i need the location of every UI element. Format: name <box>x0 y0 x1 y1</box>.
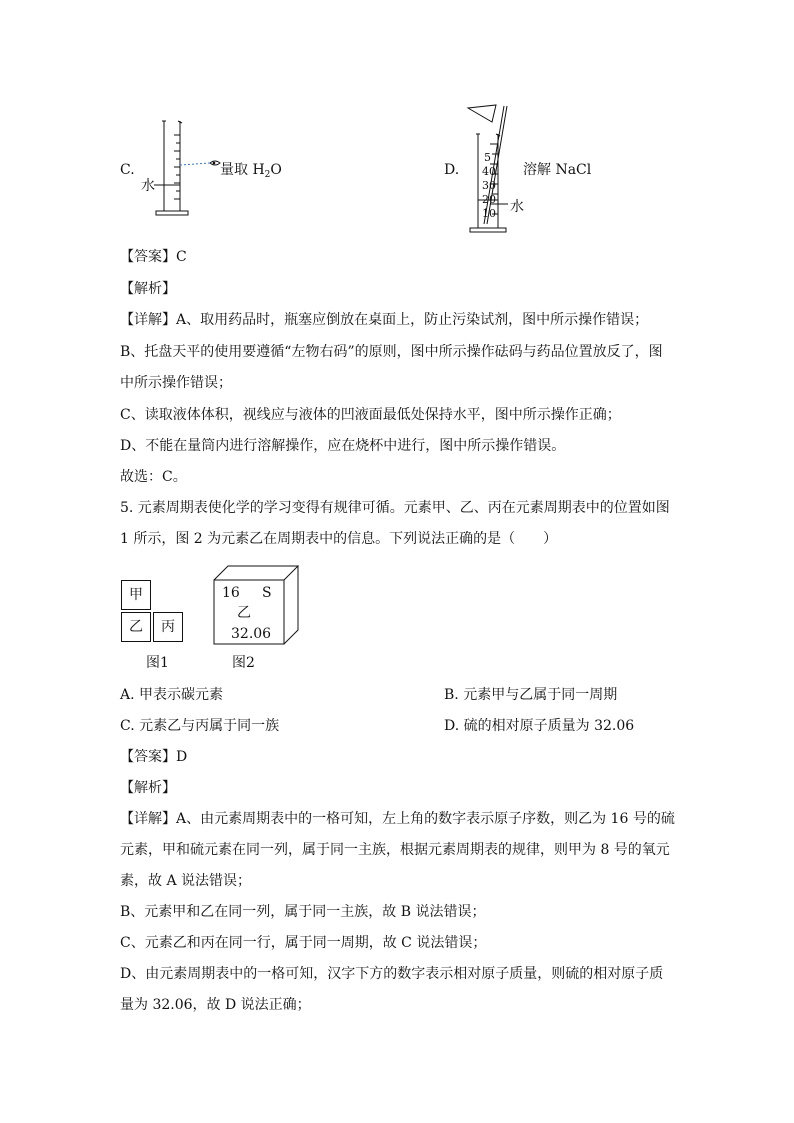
q5-detail-c: C、元素乙和丙在同一行，属于同一周期，故 C 说法错误； <box>120 935 487 951</box>
scale-mark-40: 40 <box>482 165 496 178</box>
cylinder-dissolving-figure <box>460 100 520 240</box>
fig2-element-name: 乙 <box>237 605 251 621</box>
fig2-atomic-number: 16 <box>222 585 240 601</box>
scale-mark-20: 20 <box>482 193 496 206</box>
q5-detail-b: B、元素甲和乙在同一列，属于同一主族，故 B 说法错误； <box>120 904 486 920</box>
fig1-caption: 图1 <box>146 655 169 671</box>
q4-analysis-heading: 【解析】 <box>120 281 176 297</box>
q5-option-c: C. 元素乙与丙属于同一族 <box>120 718 280 734</box>
q4-detail-a: 【详解】A、取用药品时，瓶塞应倒放在桌面上，防止污染试剂，图中所示操作错误； <box>120 312 649 328</box>
q5-detail-line2: 元素，甲和硫元素在同一列，属于同一主族，根据元素周期表的规律，则甲为 8 号的氧元 <box>120 842 670 858</box>
dissolve-nacl-label: 溶解 NaCl <box>523 162 592 178</box>
measure-water-label: 量取 $H_2O$ <box>220 162 282 180</box>
q5-detail-d-line1: D、由元素周期表中的一格可知，汉字下方的数字表示相对原子质量，则硫的相对原子质 <box>120 966 664 982</box>
fig2-caption: 图2 <box>232 655 255 671</box>
scale-mark-30: 30 <box>482 179 496 192</box>
fig1-cell-yi: 乙 <box>121 612 151 642</box>
q5-option-d: D. 硫的相对原子质量为 32.06 <box>444 718 635 734</box>
fig1-cell-jia: 甲 <box>121 580 151 610</box>
q4-detail-b-line2: 中所示操作错误； <box>120 375 232 391</box>
q4-detail-c: C、读取液体体积，视线应与液体的凹液面最低处保持水平，图中所示操作正确； <box>120 407 621 423</box>
scale-mark-10: 10 <box>482 207 496 220</box>
q4-answer: 【答案】C <box>120 249 187 265</box>
fig2-element-symbol: S <box>262 585 272 601</box>
cylinder-d-water-label: 水 <box>510 199 524 215</box>
q4-detail-d: D、不能在量筒内进行溶解操作，应在烧杯中进行，图中所示操作错误。 <box>120 438 566 454</box>
q5-detail-line1: 【详解】A、由元素周期表中的一格可知，左上角的数字表示原子序数，则乙为 16 号的硫 <box>120 811 675 827</box>
option-c-label: C. <box>120 162 135 178</box>
q5-stem-line1: 5. 元素周期表使化学的学习变得有规律可循。元素甲、乙、丙在元素周期表中的位置如图 <box>120 500 670 516</box>
q5-analysis-heading: 【解析】 <box>120 780 176 796</box>
q5-detail-line3: 素，故 A 说法错误； <box>120 873 252 889</box>
q4-choice: 故选：C。 <box>120 469 187 485</box>
q5-option-a: A. 甲表示碳元素 <box>120 687 224 703</box>
cylinder-water-label: 水 <box>141 178 155 194</box>
q4-detail-b-line1: B、托盘天平的使用要遵循“左物右码”的原则，图中所示操作砝码与药品位置放反了，图 <box>120 344 663 360</box>
q5-stem-line2: 1 所示，图 2 为元素乙在周期表中的信息。下列说法正确的是（ ） <box>120 531 558 547</box>
fig1-cell-bing: 丙 <box>153 612 183 642</box>
q5-answer: 【答案】D <box>120 749 188 765</box>
q5-option-b: B. 元素甲与乙属于同一周期 <box>444 687 618 703</box>
scale-mark-5: 5 <box>484 151 491 164</box>
q5-detail-d-line2: 量为 32.06，故 D 说法正确； <box>120 997 311 1013</box>
option-d-label: D. <box>444 162 460 178</box>
fig2-atomic-mass: 32.06 <box>231 626 272 642</box>
